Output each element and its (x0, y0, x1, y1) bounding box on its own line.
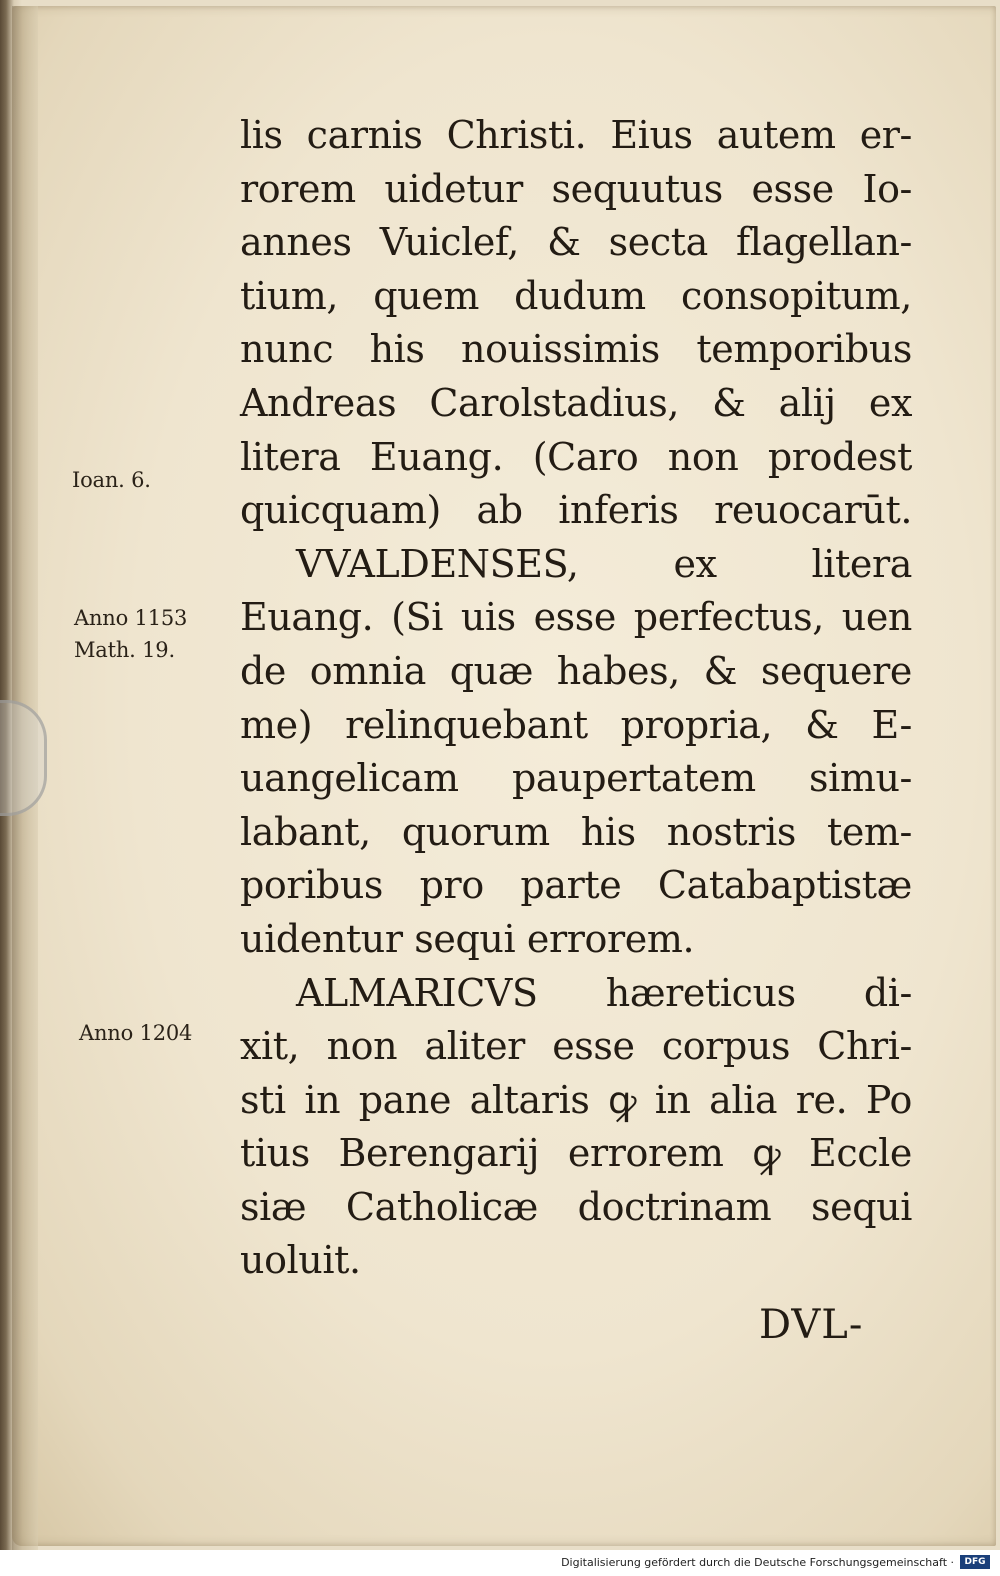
main-text-block (240, 109, 912, 1288)
section-heading-line: VVALDENSES, ex litera (296, 541, 912, 586)
text-line: nunc his nouissimis temporibus (240, 327, 912, 372)
margin-note-ioan: Ioan. 6. (72, 468, 151, 492)
text-line: de omnia quæ habes, & sequere (240, 648, 912, 693)
text-line: rorem uidetur sequutus esse Io- (240, 166, 912, 211)
text-line: xit, non aliter esse corpus Chri- (240, 1024, 912, 1069)
book-page (12, 6, 996, 1546)
text-line: siæ Catholicæ doctrinam sequi (240, 1184, 912, 1229)
text-line: tium, quem dudum consopitum, (240, 273, 912, 318)
text-line: Andreas Carolstadius, & alij ex (240, 380, 912, 425)
section-heading-line: ALMARICVS hæreticus di- (296, 970, 912, 1015)
text-line: labant, quorum his nostris tem- (240, 809, 912, 854)
footer-bar (0, 1550, 1000, 1576)
text-line: sti in pane altaris ꝙ in alia re. Po (240, 1077, 912, 1122)
text-line: uoluit. (240, 1238, 361, 1283)
funding-credit: Digitalisierung gefördert durch die Deutsche Forschungsgemeinschaft · (561, 1556, 954, 1569)
text-line: poribus pro parte Catabaptistæ (240, 863, 912, 908)
text-line: tius Berengarij errorem ꝙ Eccle (240, 1131, 912, 1176)
text-line: quicquam) ab inferis reuocarūt. (240, 488, 912, 533)
text-line: lis carnis Christi. Eius autem er- (240, 113, 912, 157)
dfg-logo: DFG (960, 1555, 990, 1569)
text-line: Euang. (Si uis esse perfectus, uen (240, 595, 912, 640)
page-clip (0, 700, 47, 816)
text-line: uidentur sequi errorem. (240, 916, 695, 961)
text-line: annes Vuiclef, & secta flagellan- (240, 220, 912, 265)
text-line: me) relinquebant propria, & E- (240, 702, 912, 747)
margin-note-anno-1204: Anno 1204 (79, 1021, 193, 1045)
margin-note-math: Math. 19. (74, 638, 175, 662)
catchword: DVL- (759, 1302, 864, 1348)
text-line: litera Euang. (Caro non prodest (240, 434, 912, 479)
text-line: uangelicam paupertatem simu- (240, 756, 912, 801)
margin-note-anno-1153: Anno 1153 (74, 606, 188, 630)
